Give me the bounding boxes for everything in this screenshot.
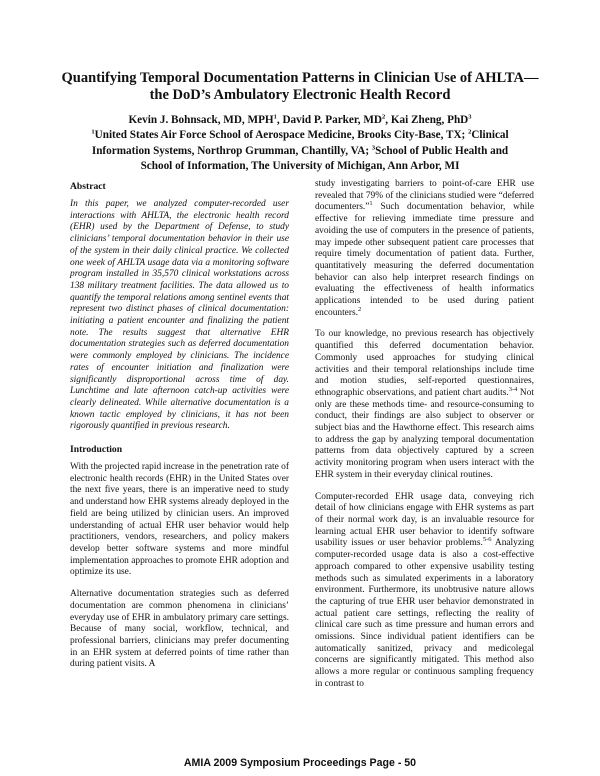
affiliation-line-2: Information Systems, Northrop Grumman, Chantilly, VA; $^3$School of Public Health and (91, 144, 509, 157)
affiliation-line-1: $^1$United States Air Force School of Aerospace Medicine, Brooks City-Base, TX; $^2$Clinical (91, 128, 509, 142)
affiliation-line-3: School of Information, The University of Michigan, Ann Arbor, MI (140, 160, 460, 173)
author-names: Kevin J. Bohnsack, MD, MPH$^1$, David P. Parker, $MD^2$, Kai Zheng, PhD$^3$ (128, 113, 472, 126)
right-paragraph-1: study investigating barriers to point-of-care EHR use revealed that 79% of the clinicians studied were “deferred documenters.”$^1$ Such documentation behavior, while effective for relieving immediate time pressure and avoiding the use of computers in the presence of patients, may impede other subsequent patient care processes that require timely documentation of patient data. Further, quantitatively measuring the deferred documentation behavior can also help interpret research findings on evaluating the effectiveness of health informatics applications intended to be used during patient encounters.$^2$ (315, 179, 534, 318)
introduction-heading: Introduction (70, 444, 123, 456)
author-block (40, 113, 560, 175)
right-column (315, 179, 534, 701)
page-footer: AMIA 2009 Symposium Proceedings Page - 50 (183, 757, 417, 769)
right-paragraph-3: Computer-recorded EHR usage data, conveying rich detail of how clinicians engage with EHR systems as part of their normal work day, is an invaluable resource for learning actual EHR user behavior to identify software usability issues or user behavior problems.$^{5-6}$ Analyzing computer-recorded usage data is also a cost-effective approach compared to other expensive usability testing methods such as simulated experiments in a laboratory environment. Furthermore, its unobtrusive nature allows the capturing of true EHR user behavior demonstrated in actual patient care settings, reflecting the reality of clinical care such as time pressure and human errors and omissions. Since individual patient identifiers can be automatically sanitized, privacy and medicolegal concerns are significantly mitigated. This method also allows a more regular or continuous sampling frequency in contrast to (315, 491, 534, 689)
paper-title (40, 70, 560, 104)
intro-paragraph-1: With the projected rapid increase in the penetration rate of electronic health records (EHR) in the United States over the next five years, there is an imperative need to study and understand how EHR systems already deployed in the field are being utilized by clinician users. An improved understanding of actual EHR user behavior would help practitioners, vendors, researchers, and policy makers develop better software systems and more mindful implementation approaches to promote EHR adoption and optimize its use. (70, 462, 289, 578)
abstract-text: In this paper, we analyzed computer-recorded user interactions with AHLTA, the electronic health record (EHR) used by the Department of Defense, to study clinicians’ temporal documentation behavior in their use of the system in their daily clinical practice. We collected one week of AHLTA usage data via a monitoring software program installed in 35,570 clinical workstations across 138 military treatment facilities. The data allowed us to quantify the temporal relations among sentinel events that represent two distinct phases of clinical documentation: initiating a patient encounter and finalizing the patient note. The results suggest that alternative EHR documentation strategies such as deferred documentation were commonly employed by clinicians. The incidence rates of encounter initiation and finalization were significantly disproportional across time of day. Lunchtime and late afternoon catch-up activities were clearly delineated. While alternative documentation is a known tactic employed by clinicians, it has not been rigorously quantified in previous research. (70, 199, 289, 432)
intro-paragraph-2: Alternative documentation strategies such as deferred documentation are common phenomena in clinicians’ everyday use of EHR in ambulatory primary care settings. Because of many social, workflow, technical, and professional barriers, clinicians may prefer documenting in an EHR system at deferred points of time rather than during patient visits. A (70, 589, 289, 670)
title-line-2: the DoD’s Ambulatory Electronic Health Record (149, 87, 451, 103)
left-column (70, 181, 289, 681)
right-paragraph-2: To our knowledge, no previous research has objectively quantified this deferred documentation behavior. Commonly used approaches for studying clinical activities and their temporal relationships include time and motion studies, self-reported questionnaires, ethnographic observations, and patient chart audits.$^{3-4}$ Not only are these methods time- and resource-consuming to conduct, their findings are also subject to observer or subject bias and the Hawthorne effect. This research aims to address the gap by analyzing temporal documentation patterns from data objectively captured by a screen activity monitoring program when users interact with the EHR system in their everyday clinical routines. (315, 329, 534, 480)
title-line-1: Quantifying Temporal Documentation Patterns in Clinician Use of AHLTA— (61, 70, 539, 86)
abstract-heading: Abstract (70, 181, 106, 192)
